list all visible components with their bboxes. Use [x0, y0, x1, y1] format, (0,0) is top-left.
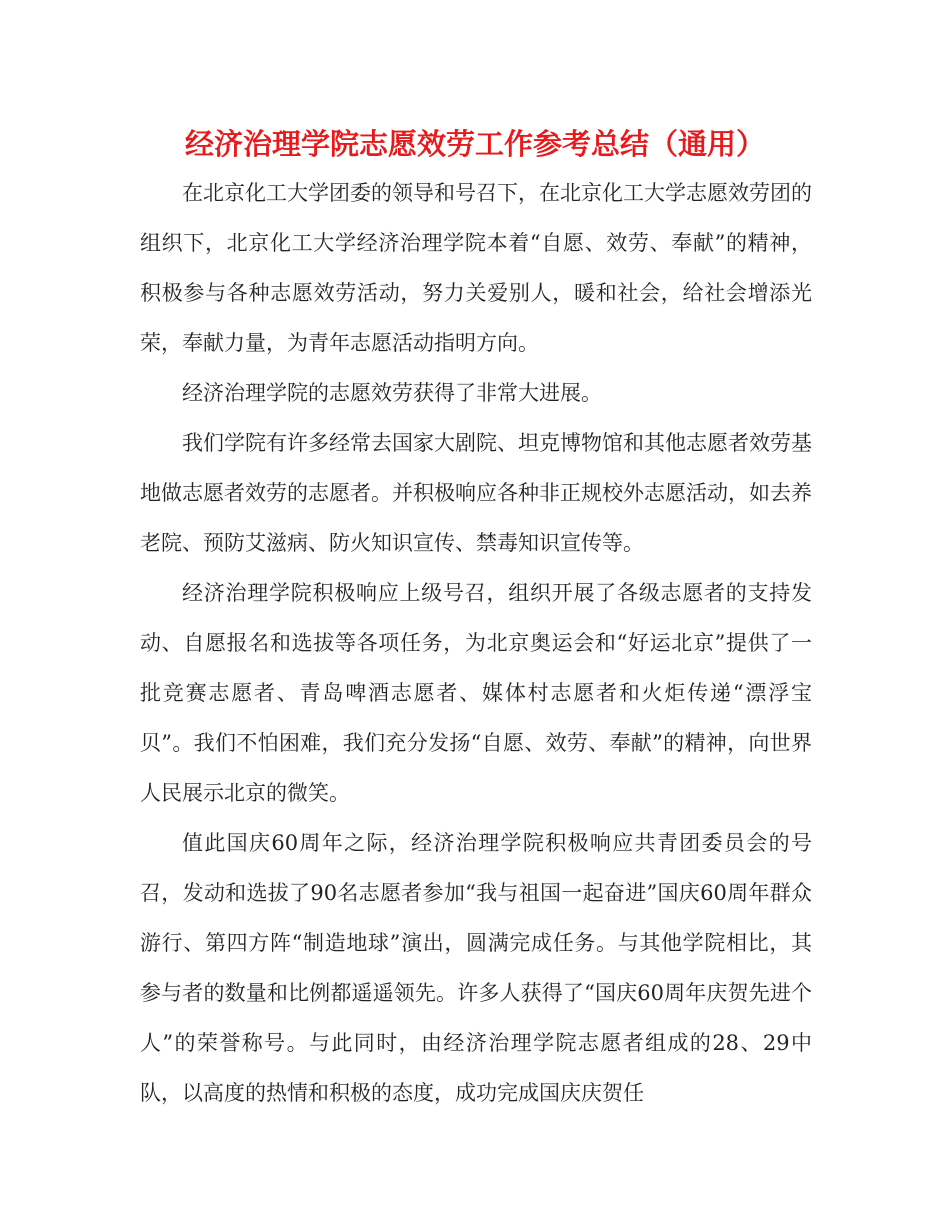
document-title: 经济治理学院志愿效劳工作参考总结（通用） [184, 127, 765, 161]
paragraph-national-day: 值此国庆60周年之际，经济治理学院积极响应共青团委员会的号召，发动和选拔了90名志愿者参加“我与祖国一起奋进”国庆60周年群众游行、第四方阵“制造地球”演出，圆满完成任务。与其他学院相比，其参与者的数量和比例都遥遥领先。许多人获得了“国庆60周年庆贺先进个人”的荣誉称号。与此同时，由经济治理学院志愿者组成的28、29中队，以高度的热情和积极的态度，成功完成国庆庆贺任 [140, 831, 812, 1105]
paragraph-progress: 经济治理学院的志愿效劳获得了非常大进展。 [182, 381, 602, 405]
paragraph-volunteer-bases: 我们学院有许多经常去国家大剧院、坦克博物馆和其他志愿者效劳基地做志愿者效劳的志愿者。并积极响应各种非正规校外志愿活动，如去养老院、预防艾滋病、防火知识宣传、禁毒知识宣传等。 [140, 431, 812, 555]
paragraph-intro: 在北京化工大学团委的领导和号召下，在北京化工大学志愿效劳团的组织下，北京化工大学经济治理学院本着“自愿、效劳、奉献”的精神，积极参与各种志愿效劳活动，努力关爱别人，暖和社会，给社会增添光荣，奉献力量，为青年志愿活动指明方向。 [140, 181, 812, 355]
document-body [140, 168, 812, 1118]
paragraph-olympics: 经济治理学院积极响应上级号召，组织开展了各级志愿者的支持发动、自愿报名和选拔等各项任务，为北京奥运会和“好运北京”提供了一批竞赛志愿者、青岛啤酒志愿者、媒体村志愿者和火炬传递“漂浮宝贝”。我们不怕困难，我们充分发扬“自愿、效劳、奉献”的精神，向世界人民展示北京的微笑。 [140, 581, 812, 805]
